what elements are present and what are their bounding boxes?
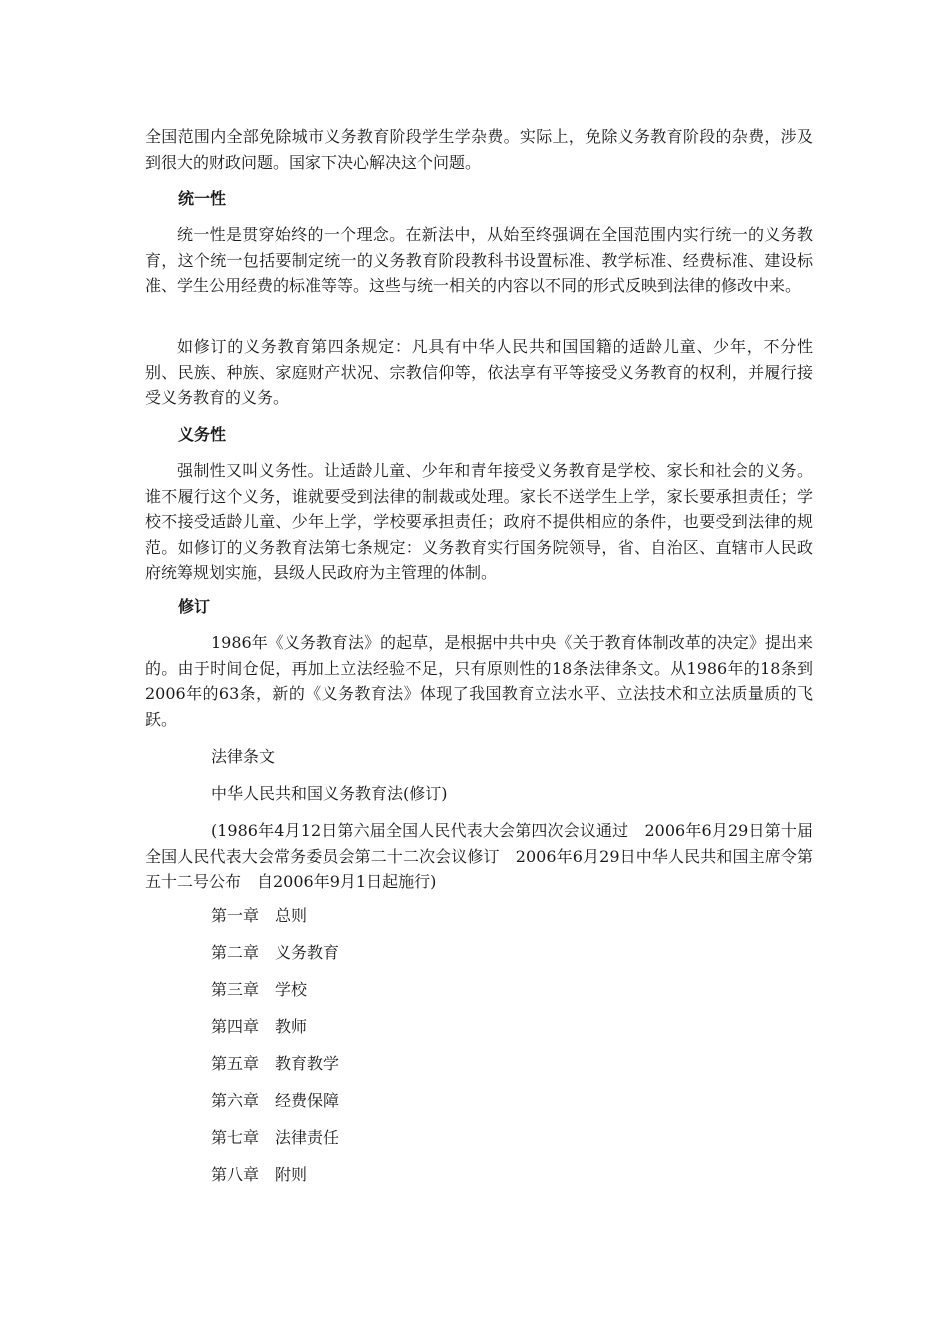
chapter-item: 第二章 义务教育 [211,943,340,962]
revision-paragraph-1: 1986年《义务教育法》的起草，是根据中共中央《关于教育体制改革的决定》提出来的。由于时间仓促，再加上立法经验不足，只有原则性的18条法律条文。从1986年的18条到2006年的63条，新的《义务教育法》体现了我国教育立法水平、立法技术和立法质量质的飞跃。 [145,633,813,729]
heading-revision: 修订 [178,597,211,616]
heading-obligation: 义务性 [178,425,227,444]
unity-paragraph-block [145,222,813,299]
chapter-item: 第四章 教师 [211,1017,308,1036]
chapter-item: 第七章 法律责任 [211,1128,340,1147]
obligation-paragraph-block [145,458,813,586]
intro-paragraph: 全国范围内全部免除城市义务教育阶段学生学杂费。实际上，免除义务教育阶段的杂费，涉及到很大的财政问题。国家下决心解决这个问题。 [145,127,813,172]
chapter-item: 第五章 教育教学 [211,1054,340,1073]
unity-paragraph-1: 统一性是贯穿始终的一个理念。在新法中，从始至终强调在全国范围内实行统一的义务教育，这个统一包括要制定统一的义务教育阶段教科书设置标准、教学标准、经费标准、建设标准、学生公用经费的标准等等。这些与统一相关的内容以不同的形式反映到法律的修改中来。 [145,225,813,295]
law-title: 中华人民共和国义务教育法(修订) [211,784,448,803]
chapter-item: 第一章 总则 [211,906,308,925]
chapter-item: 第六章 经费保障 [211,1091,340,1110]
law-label: 法律条文 [211,747,276,766]
chapter-item: 第三章 学校 [211,980,308,999]
heading-unity: 统一性 [178,189,227,208]
revision-paragraph-block [145,630,813,732]
law-note-block [145,818,813,895]
unity-paragraph-block-2 [145,334,813,411]
law-note: (1986年4月12日第六届全国人民代表大会第四次会议通过 2006年6月29日第十届全国人民代表大会常务委员会第二十二次会议修订 2006年6月29日中华人民共和国主席令第五十二号公布 自2006年9月1日起施行) [145,821,813,891]
unity-paragraph-2: 如修订的义务教育第四条规定：凡具有中华人民共和国国籍的适龄儿童、少年，不分性别、民族、种族、家庭财产状况、宗教信仰等，依法享有平等接受义务教育的权利，并履行接受义务教育的义务。 [145,337,813,407]
obligation-paragraph-1: 强制性又叫义务性。让适龄儿童、少年和青年接受义务教育是学校、家长和社会的义务。谁不履行这个义务，谁就要受到法律的制裁或处理。家长不送学生上学，家长要承担责任；学校不接受适龄儿童、少年上学，学校要承担责任；政府不提供相应的条件，也要受到法律的规范。如修订的义务教育法第七条规定：义务教育实行国务院领导，省、自治区、直辖市人民政府统筹规划实施，县级人民政府为主管理的体制。 [145,461,813,582]
chapter-item: 第八章 附则 [211,1165,308,1184]
intro-paragraph-block [145,124,813,175]
